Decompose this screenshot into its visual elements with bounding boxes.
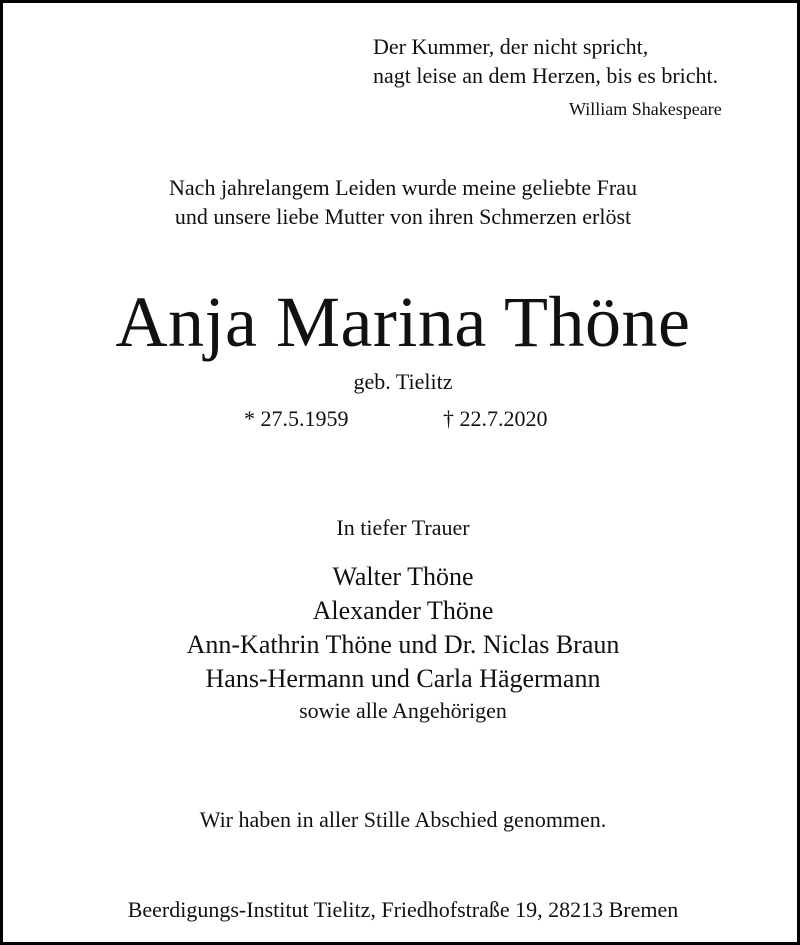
farewell-line: Wir haben in aller Stille Abschied genommen. (199, 807, 607, 832)
quote-author: William Shakespeare (569, 99, 722, 119)
intro-line-2: und unsere liebe Mutter von ihren Schmerzen erlöst (174, 204, 632, 229)
mourner-1: Walter Thöne (332, 562, 474, 591)
funeral-home: Beerdigungs-Institut Tielitz, Friedhofstraße 19, 28213 Bremen (127, 897, 679, 922)
birth-date: * 27.5.1959 (244, 406, 349, 431)
mourning-heading: In tiefer Trauer (336, 515, 470, 540)
maiden-name: geb. Tielitz (353, 369, 453, 394)
mourner-3: Ann-Kathrin Thöne und Dr. Niclas Braun (186, 630, 620, 659)
mourner-2: Alexander Thöne (312, 596, 494, 625)
quote-line-2: nagt leise an dem Herzen, bis es bricht. (373, 63, 719, 88)
death-date: † 22.7.2020 (443, 406, 548, 431)
intro-line-1: Nach jahrelangem Leiden wurde meine geliebte Frau (169, 175, 637, 200)
deceased-name: Anja Marina Thöne (115, 282, 691, 362)
relatives-line: sowie alle Angehörigen (299, 698, 507, 723)
mourner-4: Hans-Hermann und Carla Hägermann (205, 664, 601, 693)
quote-line-1: Der Kummer, der nicht spricht, (373, 34, 649, 59)
